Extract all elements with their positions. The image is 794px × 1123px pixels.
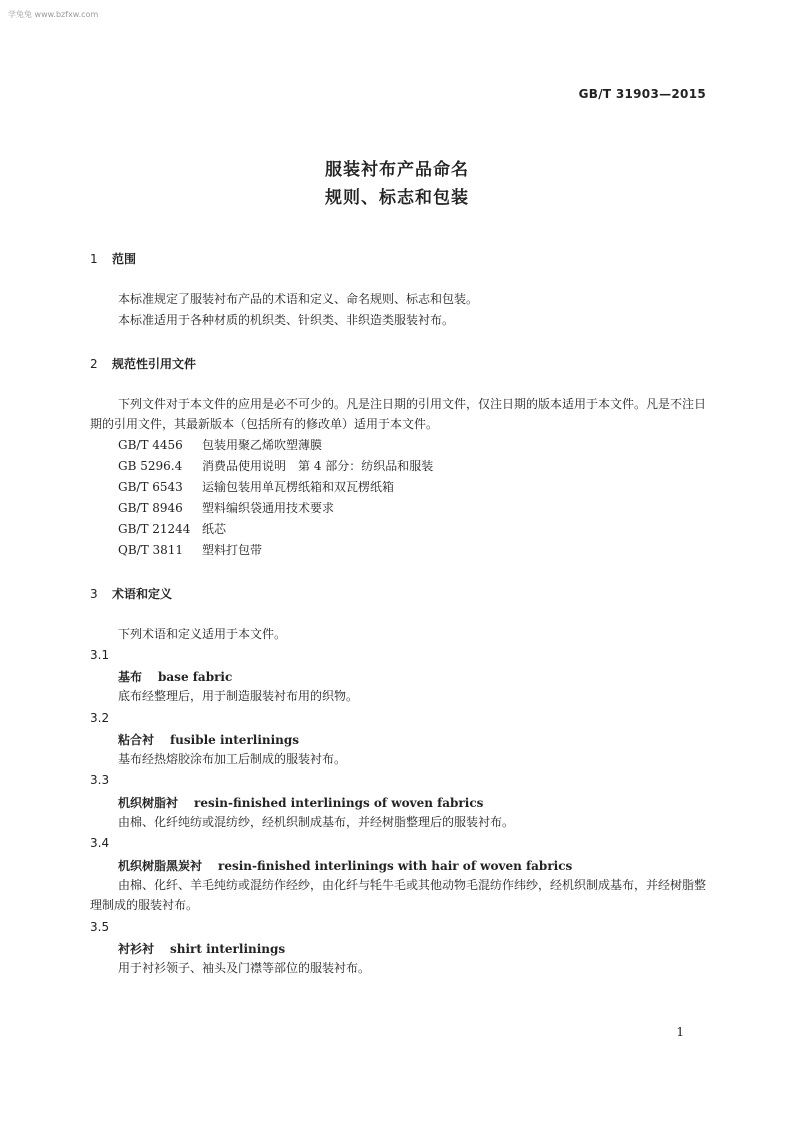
section-title: 范围	[112, 252, 137, 266]
term-zh: 衬衫衬	[118, 942, 155, 956]
section-1-heading	[90, 250, 136, 267]
term-zh: 机织树脂衬	[118, 796, 179, 810]
term-heading	[118, 794, 483, 811]
term-number: 3.1	[90, 648, 110, 662]
reference-code: GB/T 6543	[118, 480, 183, 494]
reference-code: GB/T 8946	[118, 501, 183, 515]
reference-title: 运输包装用单瓦楞纸箱和双瓦楞纸箱	[202, 480, 395, 494]
term-en: base fabric	[158, 670, 233, 684]
reference-title: 纸芯	[202, 522, 227, 536]
reference-title: 包装用聚乙烯吹塑薄膜	[202, 438, 323, 452]
watermark: 学兔兔 www.bzfxw.com	[8, 10, 99, 19]
section-number: 2	[90, 357, 98, 371]
reference-title: 塑料打包带	[202, 543, 263, 557]
section-2-heading	[90, 355, 196, 372]
term-definition: 由棉、化纤纯纺或混纺纱，经机织制成基布，并经树脂整理后的服装衬布。	[118, 815, 515, 829]
section-number: 1	[90, 252, 98, 266]
reference-code: QB/T 3811	[118, 543, 184, 557]
section-title: 术语和定义	[112, 587, 173, 601]
term-en: resin-finished interlinings of woven fabrics	[194, 796, 484, 810]
reference-item	[118, 519, 226, 539]
reference-code: GB/T 21244	[118, 522, 191, 536]
reference-item	[118, 456, 433, 476]
reference-title: 塑料编织袋通用技术要求	[202, 501, 335, 515]
term-definition: 底布经整理后，用于制造服装衬布用的织物。	[118, 689, 359, 703]
term-number: 3.5	[90, 920, 110, 934]
document-title-line-1: 服装衬布产品命名	[325, 160, 469, 180]
section-title: 规范性引用文件	[112, 357, 197, 371]
section-3-heading	[90, 585, 172, 602]
paragraph: 本标准适用于各种材质的机织类、针织类、非织造类服装衬布。	[118, 313, 455, 327]
term-en: shirt interlinings	[170, 942, 286, 956]
standard-code: GB/T 31903—2015	[578, 87, 706, 101]
reference-code: GB/T 4456	[118, 438, 183, 452]
document-title-line-2: 规则、标志和包装	[325, 188, 469, 208]
page-number: 1	[676, 1025, 684, 1039]
paragraph: 本标准规定了服装衬布产品的术语和定义、命名规则、标志和包装。	[118, 292, 479, 306]
term-number: 3.3	[90, 773, 110, 787]
term-definition: 基布经热熔胶涂布加工后制成的服装衬布。	[118, 752, 347, 766]
term-heading	[118, 731, 299, 748]
reference-item	[118, 435, 322, 455]
reference-title: 消费品使用说明 第 4 部分：纺织品和服装	[202, 459, 434, 473]
reference-item	[118, 498, 334, 518]
term-heading	[118, 857, 572, 874]
term-number: 3.2	[90, 711, 110, 725]
reference-item	[118, 477, 394, 497]
term-en: resin-finished interlinings with hair of woven fabrics	[218, 859, 573, 873]
term-zh: 粘合衬	[118, 733, 155, 747]
reference-item	[118, 540, 262, 560]
term-heading	[118, 668, 232, 685]
paragraph: 下列术语和定义适用于本文件。	[118, 627, 287, 641]
term-en: fusible interlinings	[170, 733, 300, 747]
term-heading	[118, 940, 285, 957]
reference-code: GB 5296.4	[118, 459, 183, 473]
section-number: 3	[90, 587, 98, 601]
paragraph: 下列文件对于本文件的应用是必不可少的。凡是注日期的引用文件，仅注日期的版本适用于本文件。凡是不注日期的引用文件，其最新版本（包括所有的修改单）适用于本文件。	[90, 397, 707, 431]
term-zh: 机织树脂黑炭衬	[118, 859, 203, 873]
term-definition: 由棉、化纤、羊毛纯纺或混纺作经纱，由化纤与牦牛毛或其他动物毛混纺作纬纱，经机织制成基布，并经树脂整理制成的服装衬布。	[90, 878, 707, 912]
term-definition: 用于衬衫领子、袖头及门襟等部位的服装衬布。	[118, 961, 371, 975]
term-number: 3.4	[90, 836, 110, 850]
term-zh: 基布	[118, 670, 143, 684]
